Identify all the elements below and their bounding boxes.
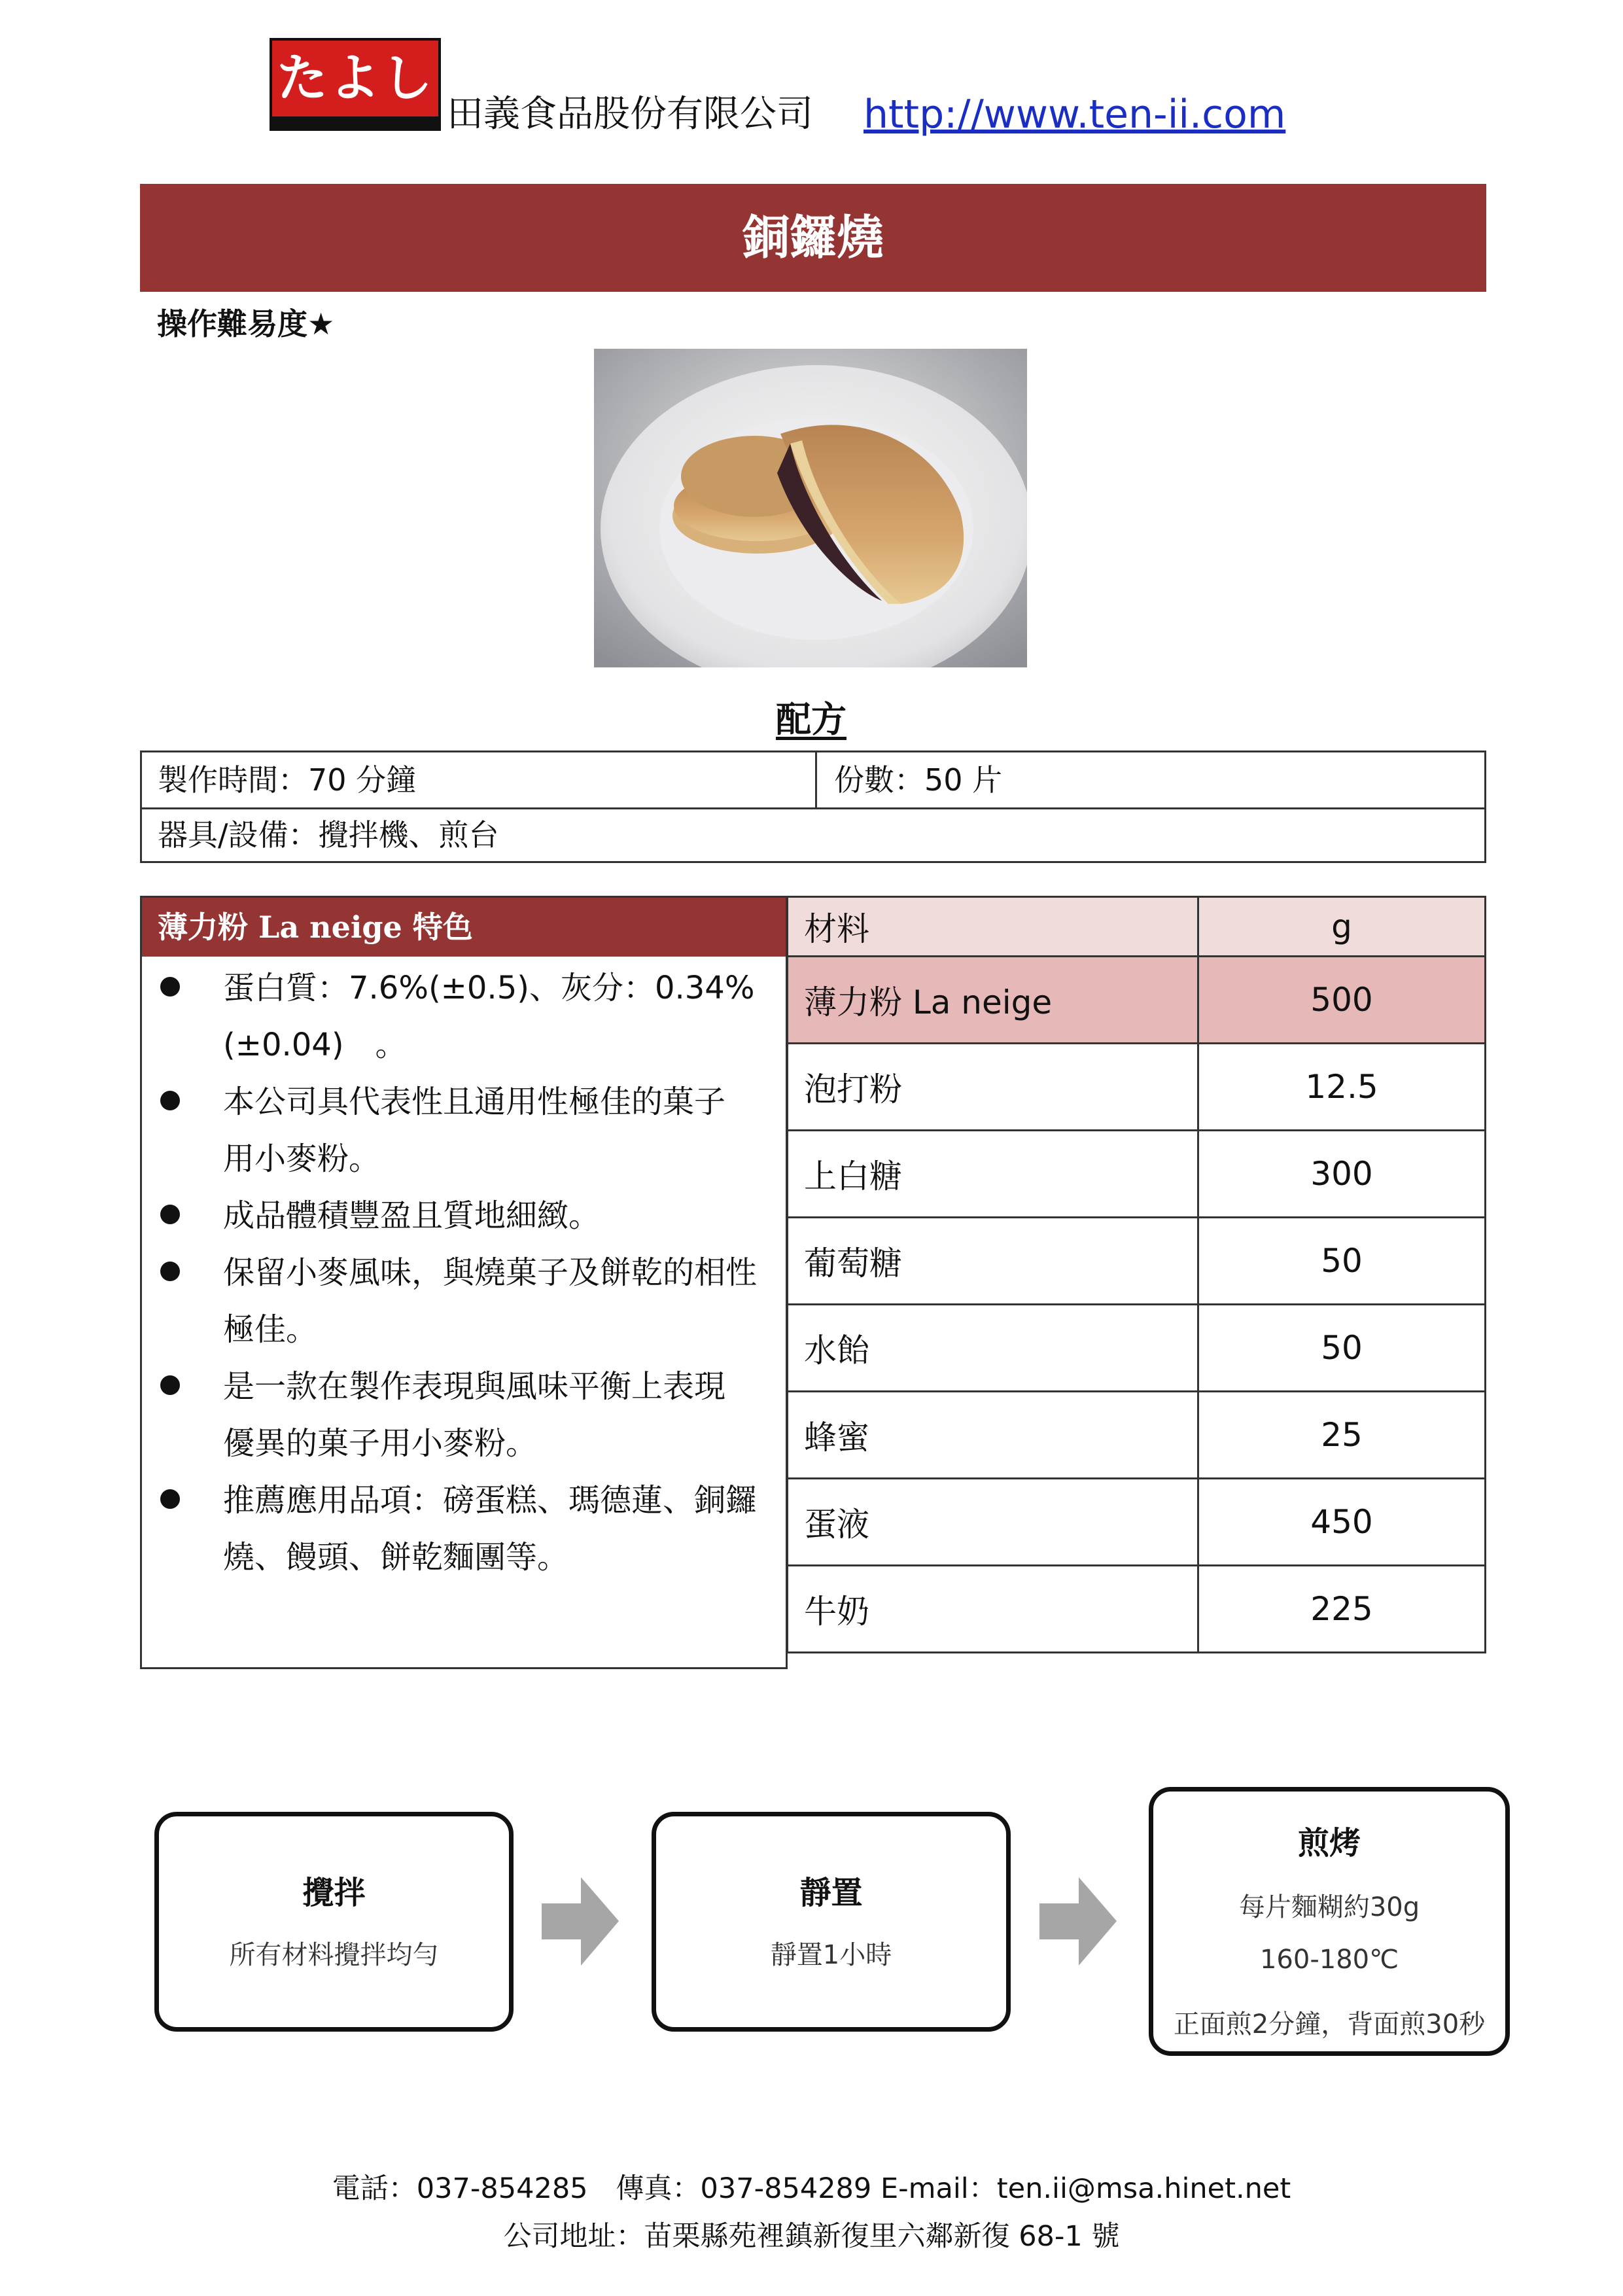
feature-line: 極佳。 — [223, 1311, 318, 1348]
servings: 份數：50 片 — [834, 762, 1003, 798]
info-table — [140, 751, 1486, 863]
ingredient-amount: 225 — [1198, 1566, 1486, 1653]
contact-info: 電話：037-854285 傳真：037-854289 E-mail：ten.ii@msa.hinet.net — [332, 2172, 1291, 2205]
step-title: 靜置 — [799, 1875, 863, 1911]
header-ingredient: 材料 — [788, 897, 1198, 957]
company-address: 公司地址：苗栗縣苑裡鎮新復里六鄰新復 68-1 號 — [503, 2220, 1120, 2253]
bullet-icon — [160, 1091, 180, 1110]
step-mix — [154, 1812, 514, 2032]
website-link[interactable]: http://www.ten-ii.com — [864, 92, 1286, 137]
ingredient-name: 水飴 — [788, 1305, 1198, 1392]
ingredient-name: 牛奶 — [788, 1566, 1198, 1653]
table-row — [788, 957, 1486, 1044]
feature-line: 蛋白質：7.6%(±0.5)、灰分：0.34% — [223, 970, 755, 1006]
ingredient-name: 葡萄糖 — [788, 1218, 1198, 1305]
feature-line: 保留小麥風味，與燒菓子及餅乾的相性 — [223, 1254, 758, 1291]
step-detail: 靜置1小時 — [770, 1940, 892, 1970]
ingredient-name: 薄力粉 La neige — [788, 957, 1198, 1044]
feature-line: 推薦應用品項：磅蛋糕、瑪德蓮、銅鑼 — [223, 1482, 758, 1519]
difficulty-rating: 操作難易度★ — [157, 306, 335, 342]
flour-features — [140, 896, 788, 1669]
table-row — [788, 1305, 1486, 1392]
arrow-right-icon — [542, 1877, 619, 1966]
feature-header — [142, 898, 786, 957]
ingredient-amount: 25 — [1198, 1392, 1486, 1479]
ingredient-amount: 50 — [1198, 1218, 1486, 1305]
feature-line: 用小麥粉。 — [223, 1140, 381, 1177]
table-row — [788, 1131, 1486, 1218]
table-header-row — [788, 897, 1486, 957]
step-detail: 正面煎2分鐘，背面煎30秒 — [1173, 2009, 1486, 2040]
page-title: 銅鑼燒 — [742, 210, 884, 265]
logo-text: たよし — [276, 49, 434, 108]
step-griddle — [1149, 1787, 1510, 2056]
header-grams: g — [1198, 897, 1486, 957]
table-row — [788, 1479, 1486, 1566]
bullet-icon — [160, 1489, 180, 1509]
ingredient-amount: 300 — [1198, 1131, 1486, 1218]
ingredient-amount: 50 — [1198, 1305, 1486, 1392]
feature-line: 優異的菓子用小麥粉。 — [223, 1425, 538, 1462]
ingredient-name: 上白糖 — [788, 1131, 1198, 1218]
recipe-heading: 配方 — [776, 699, 846, 740]
equipment: 器具/設備：攪拌機、煎台 — [158, 817, 499, 853]
feature-line: 本公司具代表性且通用性極佳的菓子 — [223, 1084, 726, 1120]
step-rest — [652, 1812, 1011, 2032]
ingredients-table — [786, 896, 1486, 1653]
ingredient-name: 蜂蜜 — [788, 1392, 1198, 1479]
feature-line: 是一款在製作表現與風味平衡上表現 — [223, 1368, 726, 1405]
bullet-icon — [160, 1262, 180, 1281]
ingredient-name: 蛋液 — [788, 1479, 1198, 1566]
step-detail: 所有材料攪拌均勻 — [229, 1940, 439, 1970]
bullet-icon — [160, 977, 180, 997]
company-logo — [270, 38, 441, 131]
table-row — [788, 1218, 1486, 1305]
company-name: 田義食品股份有限公司 — [447, 93, 813, 135]
table-row — [788, 1566, 1486, 1653]
dorayaki-photo — [594, 349, 1027, 667]
step-title: 煎烤 — [1297, 1825, 1361, 1862]
ingredient-amount: 450 — [1198, 1479, 1486, 1566]
prep-time: 製作時間：70 分鐘 — [158, 762, 417, 798]
table-row — [788, 1392, 1486, 1479]
ingredient-amount: 500 — [1198, 957, 1486, 1044]
bullet-icon — [160, 1205, 180, 1224]
feature-line: (±0.04) 。 — [223, 1027, 407, 1063]
ingredient-amount: 12.5 — [1198, 1044, 1486, 1131]
feature-title: 薄力粉 La neige 特色 — [158, 910, 473, 945]
feature-line: 成品體積豐盈且質地細緻。 — [223, 1197, 601, 1234]
info-divider-vertical — [815, 752, 817, 807]
step-title: 攪拌 — [302, 1875, 366, 1911]
feature-line: 燒、饅頭、餅乾麵團等。 — [223, 1539, 569, 1576]
step-detail: 每片麵糊約30g — [1238, 1892, 1420, 1922]
ingredient-name: 泡打粉 — [788, 1044, 1198, 1131]
arrow-right-icon — [1039, 1877, 1117, 1966]
bullet-icon — [160, 1375, 180, 1395]
table-row — [788, 1044, 1486, 1131]
step-detail: 160-180℃ — [1259, 1945, 1399, 1975]
logo-strip — [272, 116, 438, 128]
